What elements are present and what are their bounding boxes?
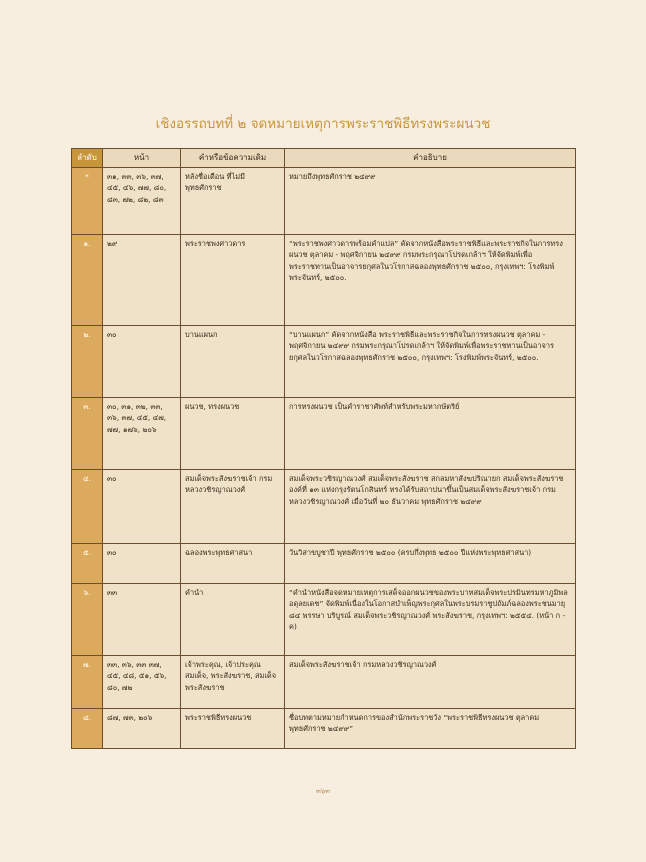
row-description: สมเด็จพระสังฆราชเจ้า กรมหลวงวชิรญาณวงศ์ bbox=[285, 656, 576, 709]
row-page: ๓๓ bbox=[103, 584, 181, 656]
row-description: การทรงผนวช เป็นคำราชาศัพท์สำหรับพระมหากษัตริย์ bbox=[285, 398, 576, 470]
table-header-row bbox=[72, 149, 576, 168]
row-term: บานแผนก bbox=[181, 326, 285, 398]
row-description: “บานแผนก” คัดจากหนังสือ พระราชพิธีและพระราชกิจในการทรงผนวช ตุลาคม - พฤศจิกายน ๒๔๙๙ กรมพระกรุณาโปรดเกล้าฯ ให้จัดพิมพ์เพื่อพระราชทานเป็นอาจารยกุศลในวโรกาสฉลองพุทธศักราช ๒๕๐๐, กรุงเทพฯ: โรงพิมพ์พระจันทร์, ๒๕๐๐. bbox=[285, 326, 576, 398]
row-number: ๕. bbox=[72, 544, 103, 584]
row-term: พระราชพงศาวดาร bbox=[181, 235, 285, 326]
header-term: คำหรือข้อความเดิม bbox=[181, 149, 285, 168]
footnote-table bbox=[71, 148, 576, 749]
page-title: เชิงอรรถบทที่ ๒ จดหมายเหตุการพระราชพิธีทรงพระผนวช bbox=[155, 116, 491, 132]
row-page: ๒๙ bbox=[103, 235, 181, 326]
row-description: “พระราชพงศาวดารพร้อมคำแปล” คัดจากหนังสือพระราชพิธีและพระราชกิจในการทรงผนวช ตุลาคม - พฤศจิกายน ๒๔๙๙ กรมพระกรุณาโปรดเกล้าฯ ให้จัดพิมพ์เพื่อพระราชทานเป็นอาจารยกุศลในวโรกาสฉลองพุทธศักราช ๒๕๐๐, กรุงเทพฯ: โรงพิมพ์พระจันทร์, ๒๕๐๐. bbox=[285, 235, 576, 326]
table-row bbox=[72, 656, 576, 709]
row-number: ๘. bbox=[72, 709, 103, 749]
header-description: คำอธิบาย bbox=[285, 149, 576, 168]
row-number: ๖. bbox=[72, 584, 103, 656]
row-number: ๓. bbox=[72, 398, 103, 470]
row-description: ชื่อบทตามหมายกำหนดการของสำนักพระราชวัง “พระราชพิธีทรงผนวช ตุลาคม พุทธศักราช ๒๔๙๙” bbox=[285, 709, 576, 749]
header-page: หน้า bbox=[103, 149, 181, 168]
page-number: ๓๖๓ bbox=[315, 787, 330, 795]
table-row bbox=[72, 398, 576, 470]
row-number: ๒. bbox=[72, 326, 103, 398]
table-row bbox=[72, 584, 576, 656]
row-description: หมายถึงพุทธศักราช ๒๔๙๙ bbox=[285, 168, 576, 235]
row-number: ๔. bbox=[72, 470, 103, 544]
table-row bbox=[72, 544, 576, 584]
row-number: ๗. bbox=[72, 656, 103, 709]
row-term: คำนำ bbox=[181, 584, 285, 656]
row-term: เจ้าพระคุณ, เจ้าประคุณ สมเด็จ, พระสังฆราช, สมเด็จพระสังฆราช bbox=[181, 656, 285, 709]
row-description: สมเด็จพระวชิรญาณวงศ์ สมเด็จพระสังฆราช สกลมหาสังฆปริณายก สมเด็จพระสังฆราชองค์ที่ ๑๓ แห่งกรุงรัตนโกสินทร์ ทรงได้รับสถาปนาขึ้นเป็นสมเด็จพระสังฆราชเจ้า กรมหลวงวชิรญาณวงศ์ เมื่อวันที่ ๒๐ ธันวาคม พุทธศักราช ๒๔๙๙ bbox=[285, 470, 576, 544]
table-row bbox=[72, 235, 576, 326]
row-description: “คำนำหนังสือจดหมายเหตุการเสด็จออกผนวชของพระบาทสมเด็จพระปรมินทรมหาภูมิพลอดุลยเดช” จัดพิมพ์เนื่องในโอกาสบำเพ็ญพระกุศลในพระบรมราชูปถัมภ์ฉลองพระชนมายุ ๘๔ พรรษา บริบูรณ์ สมเด็จพระวชิรญาณวงศ์ พระสังฆราช, กรุงเทพฯ: ๒๕๕๔. (หน้า ก - ค) bbox=[285, 584, 576, 656]
row-number: * bbox=[72, 168, 103, 235]
row-page: ๘๗, ๗๓, ๒๐๖ bbox=[103, 709, 181, 749]
row-page: ๓๐ bbox=[103, 326, 181, 398]
row-term: สมเด็จพระสังฆราชเจ้า กรมหลวงวชิรญาณวงศ์ bbox=[181, 470, 285, 544]
row-term: พระราชพิธีทรงผนวช bbox=[181, 709, 285, 749]
table-row bbox=[72, 709, 576, 749]
table-row bbox=[72, 168, 576, 235]
row-page: ๓๐, ๓๑, ๓๒, ๓๓, ๓๖, ๓๗, ๔๕, ๔๗, ๗๗, ๑๗๖, ๒๐๖ bbox=[103, 398, 181, 470]
row-page: ๓๐ bbox=[103, 544, 181, 584]
row-page: ๓๐ bbox=[103, 470, 181, 544]
row-description: วันวิสาขบูชาปี พุทธศักราช ๒๕๐๐ (ครบกึ่งพุทธ ๒๕๐๐ ปีแห่งพระพุทธศาสนา) bbox=[285, 544, 576, 584]
header-number: ลำดับ bbox=[72, 149, 103, 168]
table-row bbox=[72, 470, 576, 544]
row-term: ผนวช, ทรงผนวช bbox=[181, 398, 285, 470]
row-page: ๓๑, ๓๓, ๓๖, ๓๗, ๔๕, ๔๖, ๗๗, ๘๐, ๘๓, ๗๒, ๘๒, ๘๓ bbox=[103, 168, 181, 235]
row-term: ฉลองพระพุทธศาสนา bbox=[181, 544, 285, 584]
row-term: หลังชื่อเดือน ที่ไม่มีพุทธศักราช bbox=[181, 168, 285, 235]
row-number: ๑. bbox=[72, 235, 103, 326]
row-page: ๓๓, ๓๖, ๓๓ ๓๗, ๔๕, ๔๘, ๕๑, ๕๖, ๘๐, ๗๒ bbox=[103, 656, 181, 709]
table-row bbox=[72, 326, 576, 398]
